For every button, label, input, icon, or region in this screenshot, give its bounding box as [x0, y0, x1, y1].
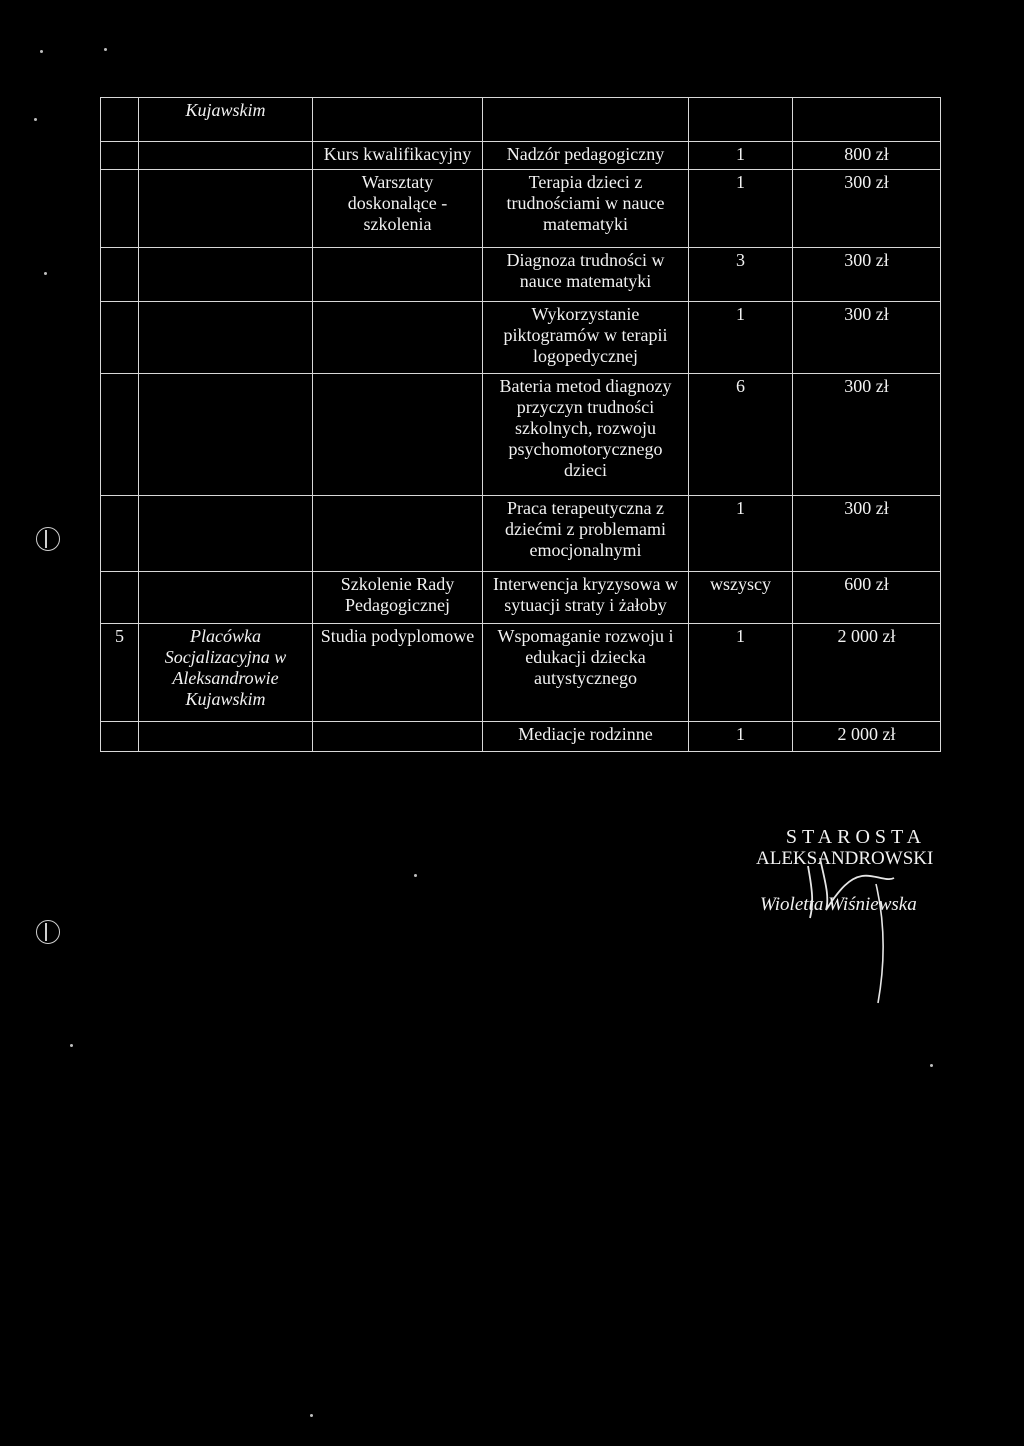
training-form-cell — [313, 302, 483, 374]
topic-cell: Nadzór pedagogiczny — [483, 142, 689, 170]
participants-cell: 1 — [689, 302, 793, 374]
institution-cell — [139, 722, 313, 752]
training-form-cell: Szkolenie Rady Pedagogicznej — [313, 572, 483, 624]
institution-cell — [139, 572, 313, 624]
amount-cell: 600 zł — [793, 572, 941, 624]
topic-cell: Praca terapeutyczna z dziećmi z problemami emocjonalnymi — [483, 496, 689, 572]
row-number-cell — [101, 374, 139, 496]
table-row — [101, 170, 941, 248]
topic-cell: Mediacje rodzinne — [483, 722, 689, 752]
training-form-cell — [313, 248, 483, 302]
scan-speck — [414, 874, 417, 877]
table-row — [101, 302, 941, 374]
training-form-cell — [313, 496, 483, 572]
training-costs-table — [100, 97, 941, 752]
row-number-cell — [101, 722, 139, 752]
signature-title: STAROSTA — [785, 826, 927, 848]
institution-cell — [139, 302, 313, 374]
participants-cell: 1 — [689, 624, 793, 722]
institution-cell: Placówka Socjalizacyjna w Aleksandrowie Kujawskim — [139, 624, 313, 722]
participants-cell — [689, 98, 793, 142]
topic-cell: Terapia dzieci z trudnościami w nauce matematyki — [483, 170, 689, 248]
table-row — [101, 248, 941, 302]
institution-cell — [139, 496, 313, 572]
topic-cell: Bateria metod diagnozy przyczyn trudności szkolnych, rozwoju psychomotorycznego dzieci — [483, 374, 689, 496]
table-row — [101, 722, 941, 752]
table-row — [101, 142, 941, 170]
handwritten-signature-icon — [790, 848, 910, 1008]
participants-cell: 3 — [689, 248, 793, 302]
table-row — [101, 98, 941, 142]
participants-cell: 1 — [689, 722, 793, 752]
row-number-cell — [101, 572, 139, 624]
training-form-cell: Kurs kwalifikacyjny — [313, 142, 483, 170]
amount-cell: 300 zł — [793, 302, 941, 374]
punch-hole-icon — [36, 920, 60, 944]
row-number-cell: 5 — [101, 624, 139, 722]
participants-cell: 1 — [689, 142, 793, 170]
row-number-cell — [101, 142, 139, 170]
topic-cell: Interwencja kryzysowa w sytuacji straty i żałoby — [483, 572, 689, 624]
topic-cell: Wspomaganie rozwoju i edukacji dziecka autystycznego — [483, 624, 689, 722]
participants-cell: 6 — [689, 374, 793, 496]
amount-cell: 2 000 zł — [793, 624, 941, 722]
scan-speck — [40, 50, 43, 53]
participants-cell: 1 — [689, 496, 793, 572]
amount-cell: 300 zł — [793, 248, 941, 302]
participants-cell: 1 — [689, 170, 793, 248]
scan-speck — [104, 48, 107, 51]
training-form-cell — [313, 374, 483, 496]
table-row — [101, 374, 941, 496]
row-number-cell — [101, 302, 139, 374]
institution-cell — [139, 142, 313, 170]
participants-cell: wszyscy — [689, 572, 793, 624]
institution-cell — [139, 170, 313, 248]
topic-cell: Wykorzystanie piktogramów w terapii logopedycznej — [483, 302, 689, 374]
amount-cell: 2 000 zł — [793, 722, 941, 752]
training-form-cell — [313, 722, 483, 752]
amount-cell: 800 zł — [793, 142, 941, 170]
scan-speck — [70, 1044, 73, 1047]
training-form-cell — [313, 98, 483, 142]
table-row — [101, 572, 941, 624]
topic-cell — [483, 98, 689, 142]
scan-speck — [930, 1064, 933, 1067]
signatory-name: Wioletta Wiśniewska — [760, 894, 917, 915]
institution-cell — [139, 248, 313, 302]
institution-cell — [139, 374, 313, 496]
amount-cell — [793, 98, 941, 142]
row-number-cell — [101, 496, 139, 572]
training-form-cell: Studia podyplomowe — [313, 624, 483, 722]
table-row — [101, 624, 941, 722]
table-row — [101, 496, 941, 572]
punch-hole-icon — [36, 527, 60, 551]
scan-speck — [34, 118, 37, 121]
row-number-cell — [101, 98, 139, 142]
institution-cell: Kujawskim — [139, 98, 313, 142]
training-form-cell: Warsztaty doskonalące - szkolenia — [313, 170, 483, 248]
signature-subtitle: ALEKSANDROWSKI — [756, 848, 934, 869]
amount-cell: 300 zł — [793, 496, 941, 572]
topic-cell: Diagnoza trudności w nauce matematyki — [483, 248, 689, 302]
scan-speck — [310, 1414, 313, 1417]
row-number-cell — [101, 170, 139, 248]
scan-speck — [44, 272, 47, 275]
amount-cell: 300 zł — [793, 374, 941, 496]
amount-cell: 300 zł — [793, 170, 941, 248]
row-number-cell — [101, 248, 139, 302]
